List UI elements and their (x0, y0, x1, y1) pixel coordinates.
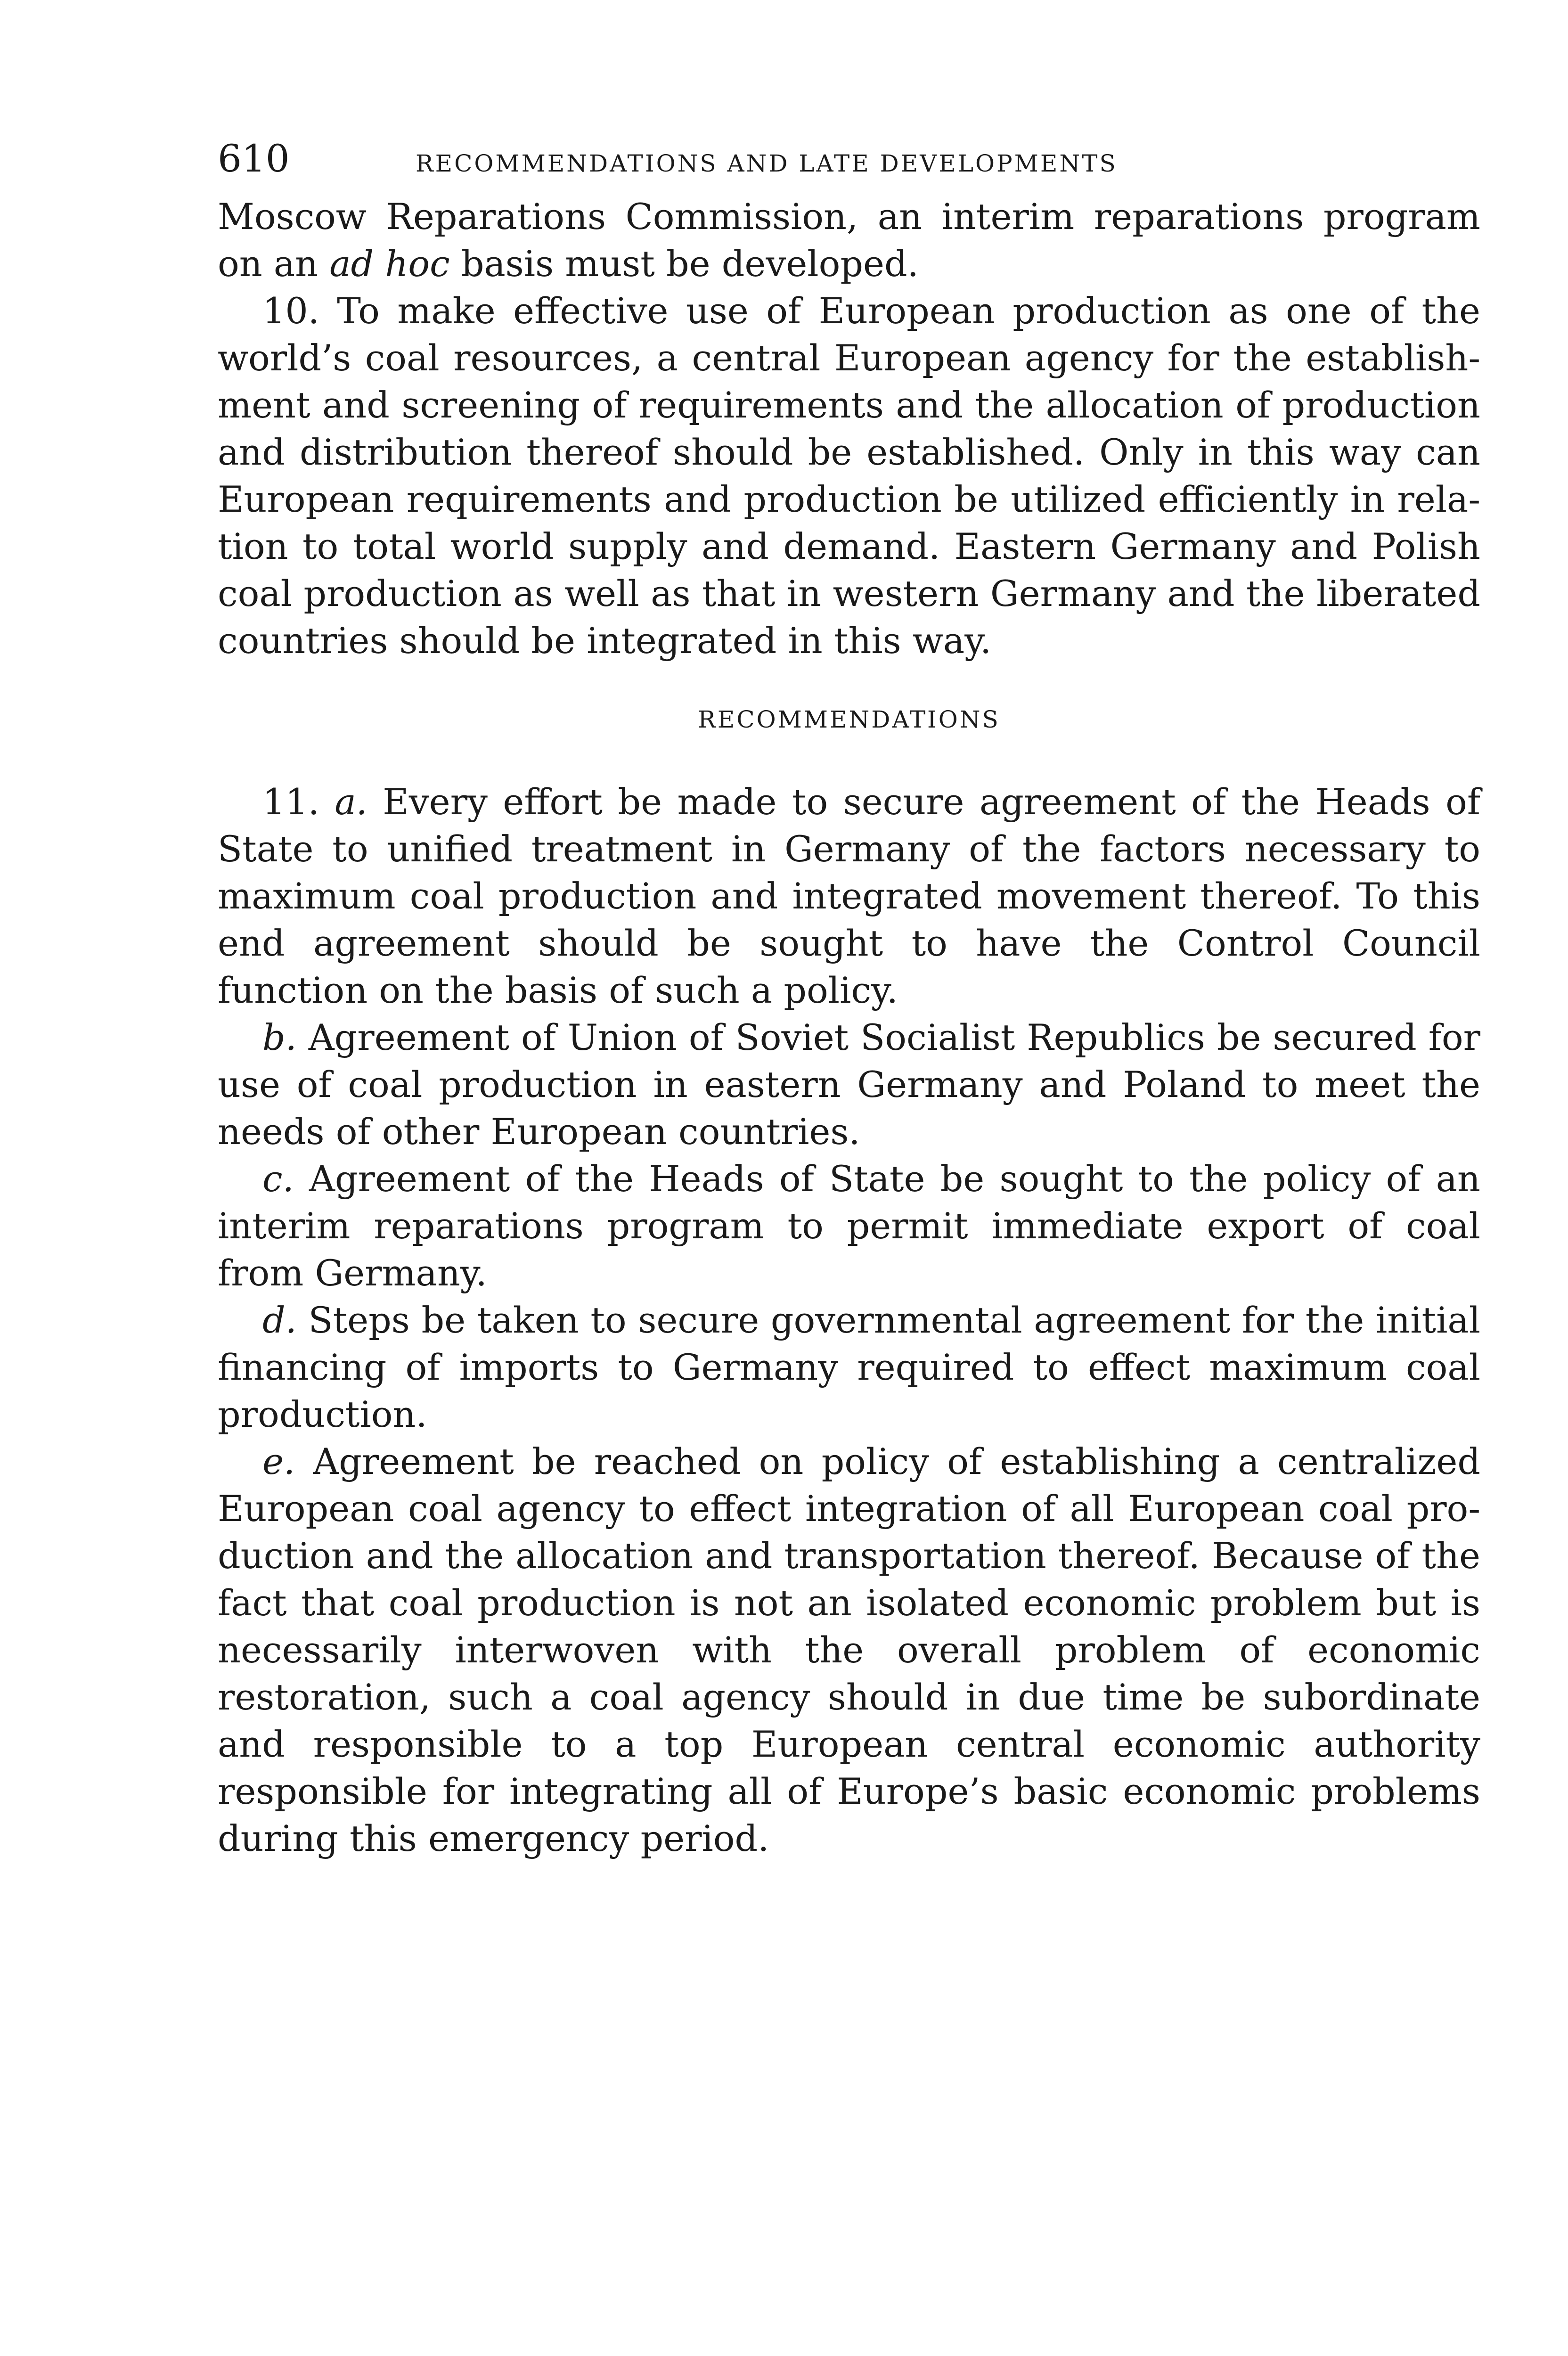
recommendation-text: Agreement of Union of Soviet Socialist Republics be secured for use of coal production in eastern Germany and Poland to meet the needs of other European countries. (218, 1016, 1480, 1153)
recommendation-letter: a. (335, 781, 368, 823)
recommendation-item-c (218, 1155, 1480, 1297)
recommendation-item-a (218, 778, 1480, 1014)
recommendation-text: Every effort be made to secure agreement of the Heads of State to unified treatment in Germany of the factors necessary to maximum coal production and integrated movement thereof. To this end agreement should be sought to have the Control Council function on the basis of such a policy. (218, 781, 1480, 1011)
paragraph-10: 10. To make effective use of European production as one of the world’s coal resources, a central European agency for the establishment and screening of requirements and the allocation of production and distribution thereof should be established. Only in this way can European requirements and production be utilized efficiently in relation to total world supply and demand. Eastern Germany and Polish coal production as well as that in western Germany and the liberated countries should be integrated in this way. (218, 290, 1480, 662)
recommendation-letter: e. (262, 1440, 295, 1482)
recommendation-text: Agreement be reached on policy of establishing a centralized European coal agency to effect integration of all European coal production and the allocation and transportation thereof. Because of the fact that coal production is not an isolated economic problem but is necessarily interwoven with the overall problem of economic restoration, such a coal agency should in due time be subordinate and responsible to a top European central economic authority responsible for integrating all of Europe’s basic economic problems during this emergency period. (218, 1440, 1480, 1859)
recommendation-text: Steps be taken to secure governmental agreement for the initial financing of imports to Germany required to effect maximum coal production. (218, 1299, 1480, 1435)
section-heading: RECOMMENDATIONS (698, 706, 1000, 733)
document-page (218, 137, 1480, 1862)
continuation-text-start: Moscow Reparations Commission, an interim reparations program on an (218, 196, 1480, 285)
running-head: RECOMMENDATIONS AND LATE DEVELOPMENTS (416, 150, 1118, 177)
recommendation-number: 11. (262, 781, 335, 823)
paragraph-continuation (218, 193, 1480, 287)
page-header (218, 137, 1480, 193)
continuation-text-end: basis must be developed. (449, 243, 919, 285)
recommendation-letter: d. (262, 1299, 297, 1341)
recommendation-item-d (218, 1297, 1480, 1438)
continuation-italic-phrase: ad hoc (329, 243, 450, 285)
recommendation-text: Agreement of the Heads of State be sought to the policy of an interim reparations program to permit immediate export of coal from Germany. (218, 1158, 1480, 1294)
recommendation-letter: c. (262, 1158, 294, 1200)
body-text (218, 193, 1480, 1862)
recommendation-item-b (218, 1014, 1480, 1155)
recommendation-letter: b. (262, 1016, 297, 1058)
recommendation-item-e (218, 1438, 1480, 1862)
page-number: 610 (218, 137, 290, 180)
